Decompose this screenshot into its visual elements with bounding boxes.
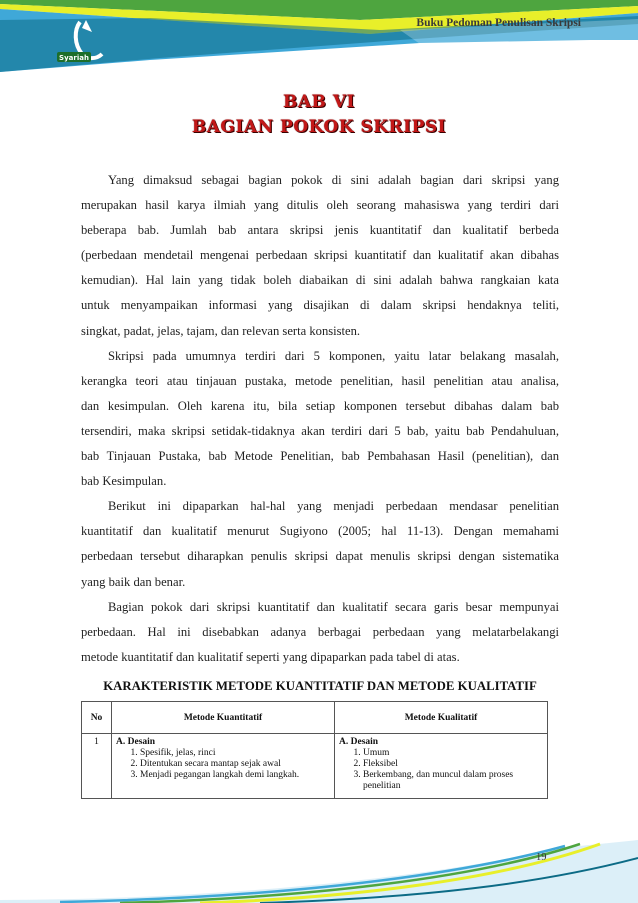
paragraph-line: singkat, padat, jelas, tajam, dan relevan serta konsisten. <box>81 323 361 338</box>
header-kuantitatif: Metode Kuantitatif <box>112 702 335 734</box>
page-number: 19 <box>536 852 547 863</box>
chapter-title: BAGIAN POKOK SKRIPSI <box>191 117 447 137</box>
body-text <box>81 170 559 672</box>
kualitatif-list <box>339 748 543 792</box>
paragraph-line: metode kuantitatif dan kualitatif seperti yang dipaparkan pada tabel di atas. <box>81 649 460 664</box>
paragraph-line: (perbedaan mendetail mengenai perbedaan skripsi kuantitatif dan kualitatif akan dibahas <box>81 248 559 263</box>
paragraph-line: Skripsi pada umumnya terdiri dari 5 komponen, yaitu latar belakang masalah, <box>108 348 559 363</box>
list-item: 2. Fleksibel <box>363 759 543 770</box>
list-item: 1. Umum <box>363 748 543 759</box>
header-no: No <box>82 702 112 734</box>
cell-kuantitatif <box>112 734 335 799</box>
institution-logo <box>52 16 130 68</box>
characteristics-table <box>81 701 548 799</box>
paragraph-line: dan kesimpulan. Oleh karena itu, bila setiap komponen tersebut dibahas dalam bab <box>81 398 559 413</box>
paragraph-line: kerangka teori atau tinjauan pustaka, metode penelitian, hasil penelitian atau analisa, <box>81 373 559 388</box>
paragraph-line: yang baik dan benar. <box>81 574 186 589</box>
paragraph-line: bab Tinjauan Pustaka, bab Metode Penelitian, bab Pembahasan Hasil (penelitian), dan <box>81 449 559 464</box>
chapter-number: BAB VI <box>283 92 355 112</box>
section-title: A. Desain <box>339 737 379 747</box>
header-title: Buku Pedoman Penulisan Skripsi <box>416 17 581 29</box>
list-item: 3. Menjadi pegangan langkah demi langkah. <box>140 770 330 781</box>
section-title: A. Desain <box>116 737 156 747</box>
list-item: 3. Berkembang, dan muncul dalam proses penelitian <box>363 770 543 792</box>
paragraph-line: untuk menyampaikan informasi yang disajikan di dalam skripsi hendaknya teliti, <box>81 298 559 313</box>
kuantitatif-list <box>116 748 330 781</box>
paragraph-line: kuantitatif dan kualitatif menurut Sugiyono (2005; hal 11-13). Dengan memahami <box>81 524 559 539</box>
paragraph-line: Bagian pokok dari skripsi kuantitatif dan kualitatif secara garis besar mempunyai <box>108 599 559 614</box>
list-item: 1. Spesifik, jelas, rinci <box>140 748 330 759</box>
paragraph-line: tersendiri, maka skripsi setidak-tidaknya akan terdiri dari 5 bab, yaitu bab Pendahuluan, <box>81 423 559 438</box>
paragraph-line: bab Kesimpulan. <box>81 474 167 489</box>
list-item: 2. Ditentukan secara mantap sejak awal <box>140 759 330 770</box>
logo-text: Syariah <box>59 54 89 62</box>
paragraph-line: perbedaan tersebut diharapkan penulis skripsi dapat menulis skripsi dengan sistematika <box>81 549 559 564</box>
table-title: KARAKTERISTIK METODE KUANTITATIF DAN METODE KUALITATIF <box>103 679 537 693</box>
header-kualitatif: Metode Kualitatif <box>335 702 548 734</box>
table-header-row <box>82 702 548 734</box>
cell-kualitatif <box>335 734 548 799</box>
row-number: 1 <box>82 734 112 799</box>
paragraph-line: kemudian). Hal lain yang tidak boleh diabaikan di sini adalah bahwa rangkaian kata <box>81 273 559 288</box>
table-row <box>82 734 548 799</box>
footer-swoosh <box>0 840 638 903</box>
paragraph-line: perbedaan. Hal ini disebabkan adanya berbagai perbedaan yang melatarbelakangi <box>81 624 559 639</box>
paragraph-line: beberapa bab. Jumlah bab antara skripsi jenis kuantitatif dan kualitatif berbeda <box>81 223 559 238</box>
paragraph-line: Yang dimaksud sebagai bagian pokok di sini adalah bagian dari skripsi yang <box>108 173 559 187</box>
paragraph-line: Berikut ini dipaparkan hal-hal yang menjadi perbedaan mendasar penelitian <box>108 499 559 514</box>
paragraph-line: merupakan hasil karya ilmiah yang ditulis oleh seorang mahasiswa yang terdiri dari <box>81 198 559 213</box>
